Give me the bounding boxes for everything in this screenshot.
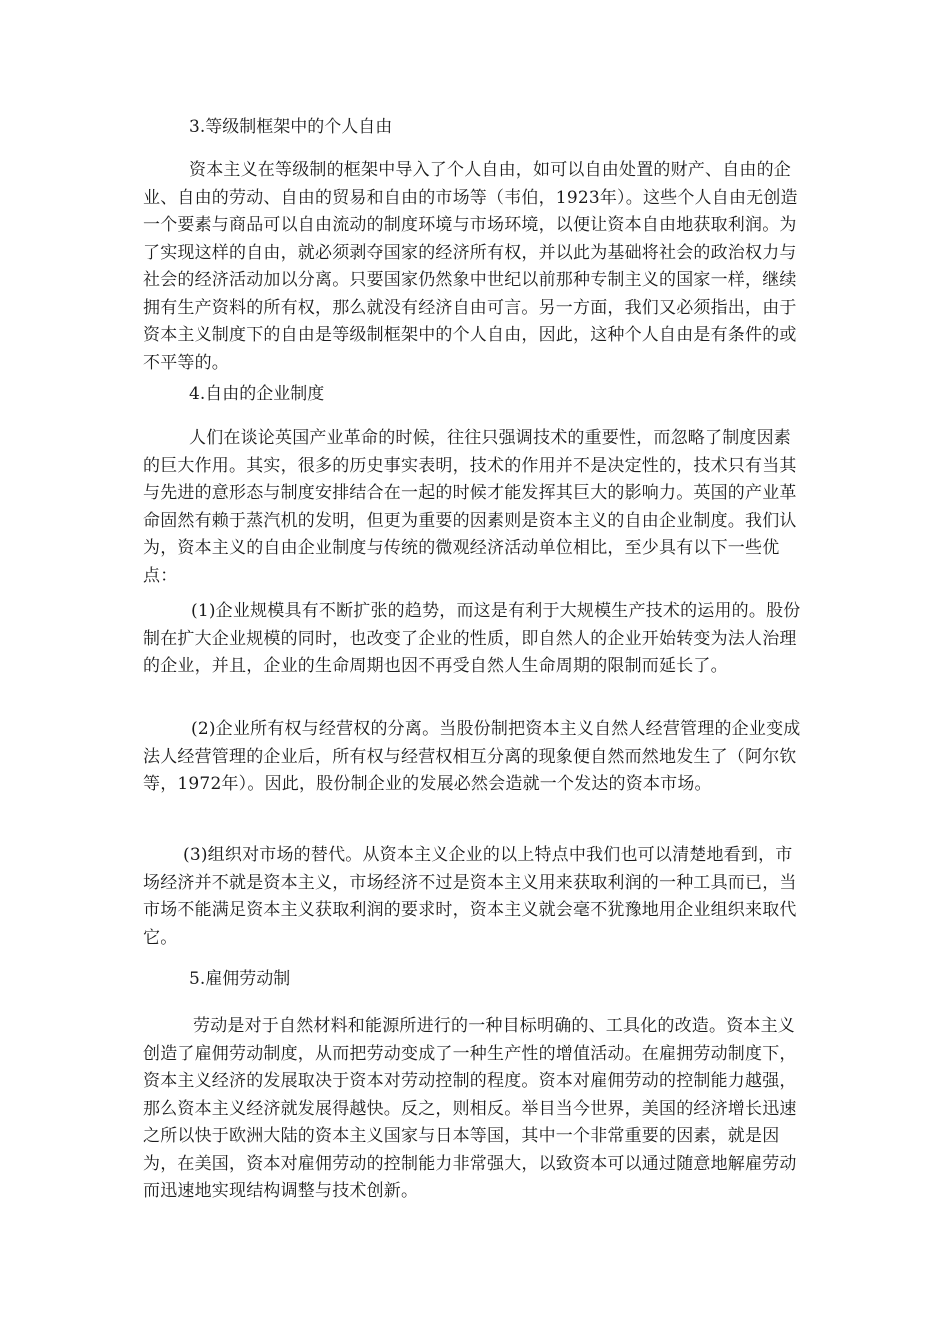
section-4-item-2: (2)企业所有权与经营权的分离。当股份制把资本主义自然人经营管理的企业变成法人经营管理的企业后，所有权与经营权相互分离的现象便自然而然地发生了（阿尔钦等，1972年）。因此，股份制企业的发展必然会造就一个发达的资本市场。 xyxy=(143,719,801,794)
section-4-item-1: (1)企业规模具有不断扩张的趋势，而这是有利于大规模生产技术的运用的。股份制在扩大企业规模的同时，也改变了企业的性质，即自然人的企业开始转变为法人治理的企业，并且，企业的生命周期也因不再受自然人生命周期的限制而延长了。 xyxy=(143,601,801,676)
section-5-heading: 5.雇佣劳动制 xyxy=(189,969,291,989)
section-4-item-3: (3)组织对市场的替代。从资本主义企业的以上特点中我们也可以清楚地看到，市场经济并不就是资本主义，市场经济不过是资本主义用来获取利润的一种工具而已，当市场不能满足资本主义获取利润的要求时，资本主义就会毫不犹豫地用企业组织来取代它。 xyxy=(143,845,797,948)
section-4-paragraph: 人们在谈论英国产业革命的时候，往往只强调技术的重要性，而忽略了制度因素的巨大作用。其实，很多的历史事实表明，技术的作用并不是决定性的，技术只有当其与先进的意形态与制度安排结合在一起的时候才能发挥其巨大的影响力。英国的产业革命固然有赖于蒸汽机的发明，但更为重要的因素则是资本主义的自由企业制度。我们认为，资本主义的自由企业制度与传统的微观经济活动单位相比，至少具有以下一些优点： xyxy=(143,428,797,586)
section-5-paragraph: 劳动是对于自然材料和能源所进行的一种目标明确的、工具化的改造。资本主义创造了雇佣劳动制度，从而把劳动变成了一种生产性的增值活动。在雇拥劳动制度下，资本主义经济的发展取决于资本对劳动控制的程度。资本对雇佣劳动的控制能力越强，那么资本主义经济就发展得越快。反之，则相反。举目当今世界，美国的经济增长迅速之所以快于欧洲大陆的资本主义国家与日本等国，其中一个非常重要的因素，就是因为，在美国，资本对雇佣劳动的控制能力非常强大，以致资本可以通过随意地解雇劳动而迅速地实现结构调整与技术创新。 xyxy=(143,1016,797,1201)
section-3-heading: 3.等级制框架中的个人自由 xyxy=(189,117,393,137)
section-3-paragraph: 资本主义在等级制的框架中导入了个人自由，如可以自由处置的财产、自由的企业、自由的劳动、自由的贸易和自由的市场等（韦伯，1923年）。这些个人自由无创造一个要素与商品可以自由流动的制度环境与市场环境，以便让资本自由地获取利润。为了实现这样的自由，就必须剥夺国家的经济所有权，并以此为基础将社会的政治权力与社会的经济活动加以分离。只要国家仍然象中世纪以前那种专制主义的国家一样，继续拥有生产资料的所有权，那么就没有经济自由可言。另一方面，我们又必须指出，由于资本主义制度下的自由是等级制框架中的个人自由，因此，这种个人自由是有条件的或不平等的。 xyxy=(143,160,798,373)
section-4-heading: 4.自由的企业制度 xyxy=(189,384,325,404)
